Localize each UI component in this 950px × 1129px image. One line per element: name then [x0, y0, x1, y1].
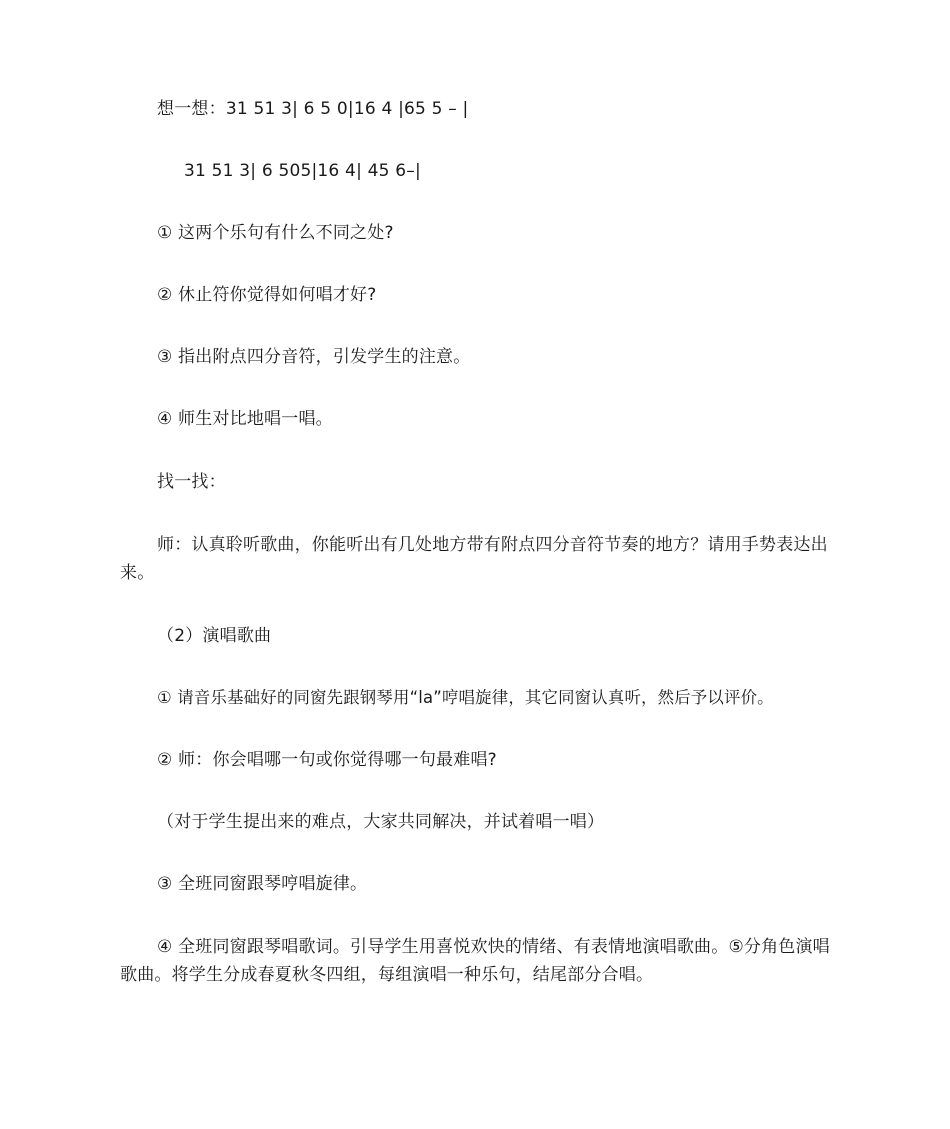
question-3: ③ 指出附点四分音符，引发学生的注意。 [157, 347, 471, 367]
question-4: ④ 师生对比地唱一唱。 [157, 409, 333, 429]
think-label: 想一想： [157, 99, 226, 119]
find-label: 找一找： [157, 472, 226, 492]
question-1: ① 这两个乐句有什么不同之处? [157, 223, 394, 243]
step-2: ② 师：你会唱哪一句或你觉得哪一句最难唱? [157, 750, 497, 770]
step-2-note: （对于学生提出来的难点，大家共同解决，并试着唱一唱） [157, 812, 605, 832]
section-title: （2）演唱歌曲 [157, 626, 272, 646]
step-1: ① 请音乐基础好的同窗先跟钢琴用“la”哼唱旋律，其它同窗认真听，然后予以评价。 [157, 688, 774, 707]
think-line [157, 95, 468, 123]
notation-line-1: 31 51 3| 6 5 0|16 4 |65 5 – | [225, 99, 469, 119]
step-4-paragraph: ④ 全班同窗跟琴唱歌词。引导学生用喜悦欢快的情绪、有表情地演唱歌曲。⑤分角色演唱歌曲。将学生分成春夏秋冬四组，每组演唱一种乐句，结尾部分合唱。 [120, 937, 830, 985]
question-2: ② 休止符你觉得如何唱才好? [157, 285, 377, 305]
teacher-prompt-paragraph: 师：认真聆听歌曲，你能听出有几处地方带有附点四分音符节奏的地方？请用手势表达出来。 [120, 535, 828, 583]
notation-line-2: 31 51 3| 6 505|16 4| 45 6–| [184, 161, 421, 181]
step-3: ③ 全班同窗跟琴哼唱旋律。 [157, 874, 368, 894]
